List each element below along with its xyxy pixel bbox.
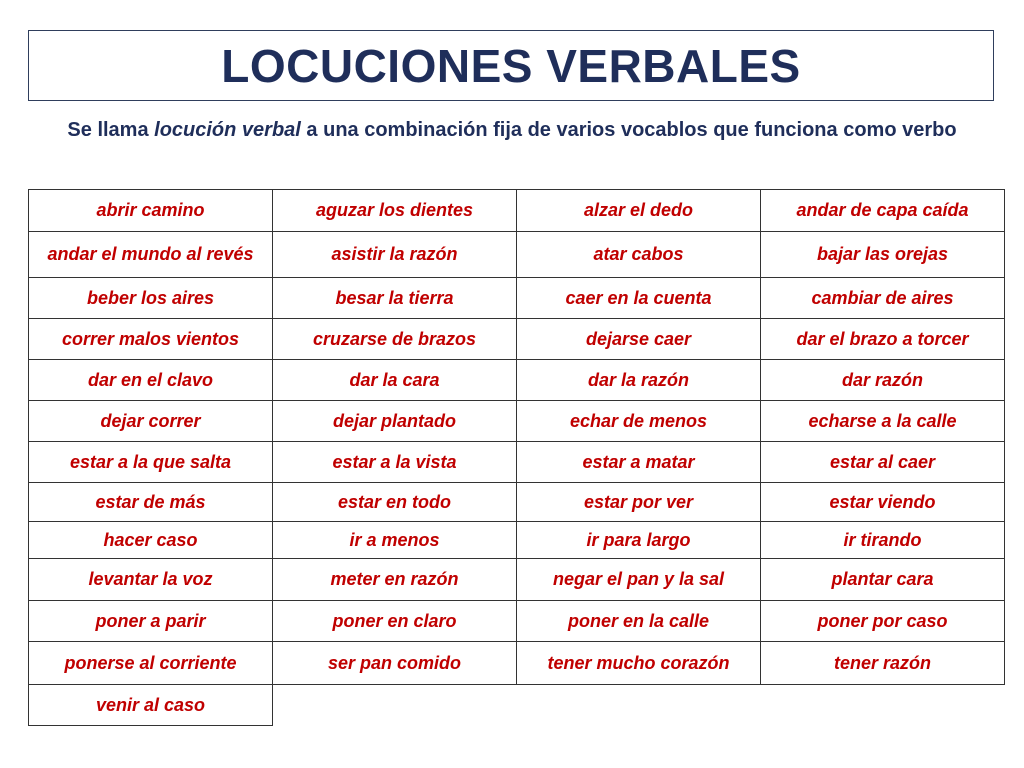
locucion-cell: dar razón	[761, 360, 1005, 401]
locucion-cell: estar en todo	[273, 483, 517, 522]
locucion-cell: correr malos vientos	[29, 319, 273, 360]
locucion-cell: ir tirando	[761, 522, 1005, 559]
locucion-cell: poner en claro	[273, 601, 517, 642]
locucion-cell: dejar correr	[29, 401, 273, 442]
table-row	[29, 442, 1005, 483]
table-row	[29, 601, 1005, 642]
locucion-cell: estar por ver	[517, 483, 761, 522]
table-row	[29, 642, 1005, 685]
locucion-cell: bajar las orejas	[761, 232, 1005, 278]
locucion-cell: alzar el dedo	[517, 190, 761, 232]
locucion-cell: dejarse caer	[517, 319, 761, 360]
locucion-cell: andar de capa caída	[761, 190, 1005, 232]
intro-prefix: Se llama	[67, 119, 155, 141]
intro-term: locución verbal	[154, 119, 301, 141]
table-row	[29, 522, 1005, 559]
locucion-cell: levantar la voz	[29, 559, 273, 601]
locuciones-table	[28, 189, 1005, 726]
table-row	[29, 401, 1005, 442]
locucion-cell: caer en la cuenta	[517, 278, 761, 319]
locucion-cell: echarse a la calle	[761, 401, 1005, 442]
locucion-cell: dar en el clavo	[29, 360, 273, 401]
locucion-cell: asistir la razón	[273, 232, 517, 278]
locucion-cell: tener mucho corazón	[517, 642, 761, 685]
locucion-cell: cruzarse de brazos	[273, 319, 517, 360]
locucion-cell: dar la razón	[517, 360, 761, 401]
locucion-cell: estar a matar	[517, 442, 761, 483]
locucion-cell: dar la cara	[273, 360, 517, 401]
locucion-cell: dar el brazo a torcer	[761, 319, 1005, 360]
table-row	[29, 360, 1005, 401]
table-row	[29, 685, 1005, 726]
locucion-cell: poner a parir	[29, 601, 273, 642]
table-row	[29, 483, 1005, 522]
locucion-cell: estar a la que salta	[29, 442, 273, 483]
locucion-cell: estar al caer	[761, 442, 1005, 483]
table-row	[29, 319, 1005, 360]
table-row	[29, 278, 1005, 319]
table-row	[29, 232, 1005, 278]
intro-definition	[40, 116, 984, 144]
locucion-cell: tener razón	[761, 642, 1005, 685]
locucion-cell: poner por caso	[761, 601, 1005, 642]
locucion-cell: estar viendo	[761, 483, 1005, 522]
locucion-cell: andar el mundo al revés	[29, 232, 273, 278]
locucion-cell: estar de más	[29, 483, 273, 522]
intro-suffix: a una combinación fija de varios vocablos que funciona como verbo	[300, 119, 957, 141]
empty-cell	[273, 685, 517, 726]
locucion-cell: ir para largo	[517, 522, 761, 559]
title-box	[28, 30, 994, 101]
locucion-cell: dejar plantado	[273, 401, 517, 442]
empty-cell	[517, 685, 761, 726]
locucion-cell: estar a la vista	[273, 442, 517, 483]
locucion-cell: ir a menos	[273, 522, 517, 559]
locucion-cell: aguzar los dientes	[273, 190, 517, 232]
locucion-cell: ser pan comido	[273, 642, 517, 685]
locucion-cell: hacer caso	[29, 522, 273, 559]
locucion-cell: negar el pan y la sal	[517, 559, 761, 601]
locucion-cell: poner en la calle	[517, 601, 761, 642]
locucion-cell: plantar cara	[761, 559, 1005, 601]
locucion-cell: atar cabos	[517, 232, 761, 278]
locucion-cell: ponerse al corriente	[29, 642, 273, 685]
locucion-cell: meter en razón	[273, 559, 517, 601]
locucion-cell: beber los aires	[29, 278, 273, 319]
locucion-cell: venir al caso	[29, 685, 273, 726]
empty-cell	[761, 685, 1005, 726]
locucion-cell: echar de menos	[517, 401, 761, 442]
page-title: LOCUCIONES VERBALES	[221, 39, 801, 92]
locucion-cell: cambiar de aires	[761, 278, 1005, 319]
locucion-cell: abrir camino	[29, 190, 273, 232]
table-row	[29, 559, 1005, 601]
table-row	[29, 190, 1005, 232]
locucion-cell: besar la tierra	[273, 278, 517, 319]
